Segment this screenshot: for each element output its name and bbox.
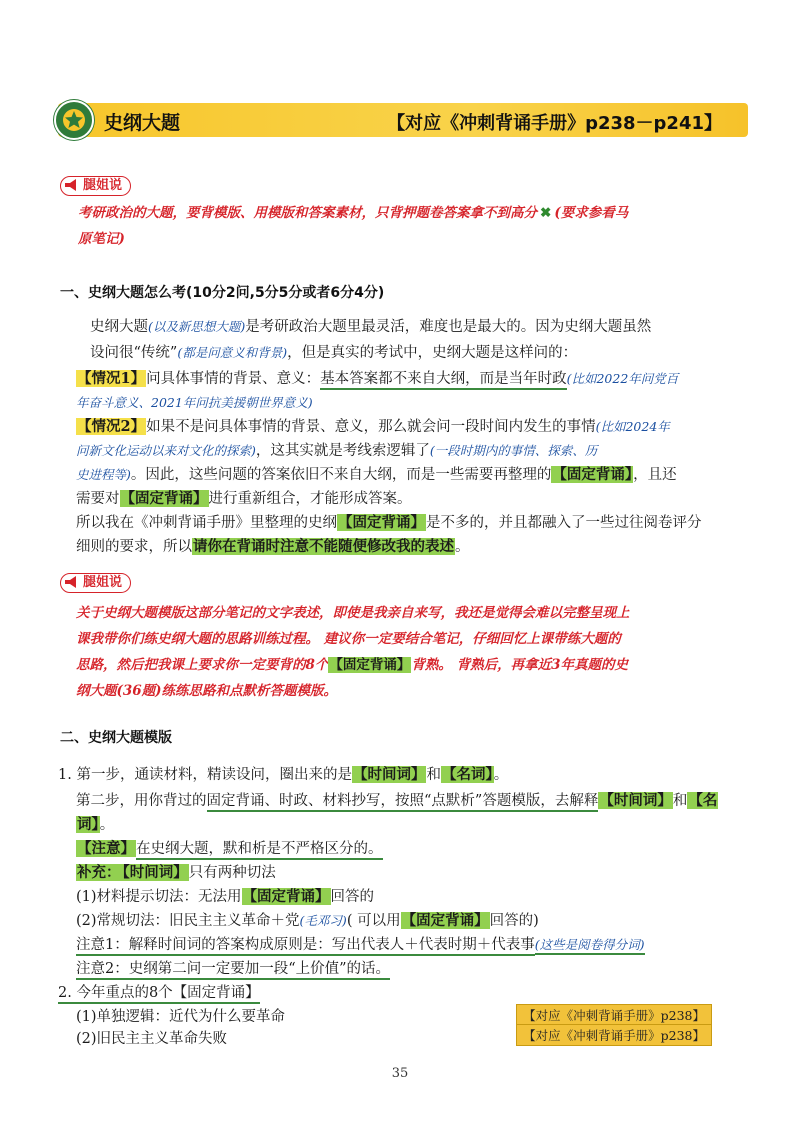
emphasis-highlight: 请你在背诵时注意不能随便修改我的表述: [193, 538, 454, 555]
note-line: 关于史纲大题模版这部分笔记的文字表述，即使是我亲自来写，我还是觉得会难以完整呈现上: [76, 605, 630, 621]
fixed-recite-highlight: 【固定背诵】: [338, 514, 425, 531]
paragraph-line: [90, 314, 651, 340]
paragraph-line: [76, 366, 678, 392]
text: 如果不是问具体事情的背景、意义，那么就会问一段时间内发生的事情: [146, 419, 596, 435]
handwritten-note: (比如2024年: [595, 419, 670, 434]
text: 设问很“传统”: [90, 345, 178, 361]
handwritten-note: (比如2022年问党百: [566, 371, 679, 386]
speaker-tag: [60, 176, 131, 196]
cross-icon: ✖: [540, 205, 552, 221]
text: 所以我在《冲刺背诵手册》里整理的史纲: [76, 515, 337, 531]
handwritten-note: (都是问意义和背景): [177, 345, 288, 360]
paragraph-line: [76, 462, 677, 488]
text: 。: [99, 817, 115, 833]
paragraph-line: [76, 390, 313, 416]
tag-label: 腿姐说: [83, 178, 123, 193]
paragraph-line: [90, 340, 577, 366]
underlined-text: 在史纲大题，默和析是不严格区分的。: [136, 841, 383, 860]
noun-word-highlight: 【名: [688, 792, 718, 809]
text: ，这其实就是考线索逻辑了: [255, 443, 430, 459]
handwritten-note: (一段时期内的事情、探索、历: [429, 443, 598, 458]
text: 回答的: [330, 889, 375, 905]
text: 和: [426, 767, 441, 783]
underlined-text: 基本答案都不来自大纲，而是当年时政: [320, 371, 567, 390]
text: 。因此，这些问题的答案依旧不来自大纲，而是一些需要再整理的: [130, 467, 552, 483]
noun-word-highlight: 【名词】: [441, 766, 493, 783]
text: (1)单独逻辑：近代为什么要革命: [76, 1009, 286, 1025]
handwritten-note: (以及新思想大题): [148, 319, 246, 334]
section-heading-1: 一、史纲大题怎么考(10分2问,5分5分或者6分4分): [60, 285, 385, 301]
text: 细则的要求，所以: [76, 539, 192, 555]
paragraph-line: [76, 486, 412, 512]
paragraph-line: [76, 1026, 227, 1052]
fixed-recite-highlight: 【固定背诵】: [242, 888, 330, 905]
paragraph-line: [76, 812, 114, 838]
text: 只有两种切法: [188, 865, 276, 881]
section-banner: [58, 103, 748, 137]
paragraph-line: [76, 788, 718, 814]
fixed-recite-highlight: 【固定背诵】: [329, 657, 411, 673]
text: 背熟。 背熟后，再拿近3年真题的史: [411, 657, 628, 673]
note-block-1: [78, 200, 628, 252]
text: 思路，然后把我课上要求你一定要背的8个: [76, 657, 329, 673]
text: 是不多的，并且都融入了一些过往阅卷评分: [426, 515, 702, 531]
handwritten-note: 史进程等): [76, 467, 131, 482]
handbook-reference-badge: 【对应《冲刺背诵手册》p238】: [516, 1024, 712, 1046]
text: 进行重新组合，才能形成答案。: [208, 491, 412, 507]
text: ( 可以用: [346, 913, 401, 929]
text: 回答的): [489, 913, 539, 929]
banner-title: 史纲大题: [104, 112, 181, 134]
paragraph-line: [76, 908, 539, 934]
paragraph-line: [76, 956, 390, 982]
handwritten-note: 问新文化运动以来对文化的探索): [76, 443, 256, 458]
case-label: 【情况2】: [77, 418, 146, 435]
time-word-highlight: 【时间词】: [599, 792, 672, 809]
paragraph-line: [58, 980, 260, 1006]
text: 和: [672, 793, 688, 809]
banner-reference: 【对应《冲刺背诵手册》p238－p241】: [387, 113, 722, 134]
tag-label: 腿姐说: [83, 575, 123, 590]
note-line: 课我带你们练史纲大题的思路训练过程。 建议你一定要结合笔记，仔细回忆上课带练大题的: [76, 631, 621, 647]
paragraph-line: [76, 414, 670, 440]
star-badge-icon: [54, 100, 94, 140]
megaphone-icon: [64, 575, 80, 595]
text: 需要对: [76, 491, 120, 507]
text: ，且还: [633, 467, 677, 483]
attention-label: 【注意】: [77, 840, 135, 857]
handwritten-note: (这些是阅卷得分词): [535, 937, 645, 955]
supplement-label: 补充：: [77, 864, 121, 881]
section-heading-2: 二、史纲大题模版: [60, 730, 172, 746]
note-line: [76, 652, 630, 678]
note-line: 考研政治的大题，要背模版、用模版和答案素材，只背押题卷答案拿不到高分: [78, 205, 537, 221]
text: 是考研政治大题里最灵活，难度也是最大的。因为史纲大题虽然: [245, 319, 652, 335]
text: (2)常规切法：旧民主主义革命＋党: [76, 913, 300, 929]
paragraph-line: [76, 860, 276, 886]
paragraph-line: [76, 884, 374, 910]
underlined-text: 【固定背诵】: [173, 985, 260, 1004]
note-line: 原笔记): [78, 231, 125, 247]
text: 1. 第一步，通读材料，精读设问，圈出来的是: [58, 767, 352, 783]
paragraph-line: [58, 762, 508, 788]
underlined-text: 2. 今年重点的8个: [58, 985, 173, 1004]
paragraph-line: [76, 438, 597, 464]
note-line: 纲大题(36题)练练思路和点默析答题模版。: [76, 683, 338, 699]
paragraph-line: [76, 836, 383, 862]
underlined-text: 固定背诵、时政、材料抄写，按照“点默析”答题模版，去解释: [207, 793, 599, 812]
speaker-tag: [60, 573, 131, 593]
handwritten-note: 年奋斗意义、2021年问抗美援朝世界意义): [76, 395, 313, 410]
fixed-recite-highlight: 【固定背诵】: [120, 490, 208, 507]
time-word-highlight: 【时间词】: [352, 766, 426, 783]
text: (2)旧民主主义革命失败: [76, 1031, 228, 1047]
underlined-text: 注意1：解释时间词的答案构成原则是：写出代表人＋代表时期＋代表事: [76, 937, 535, 956]
time-word-highlight: 【时间词】: [122, 864, 188, 881]
megaphone-icon: [64, 178, 80, 198]
text: (1)材料提示切法：无法用: [76, 889, 242, 905]
text: ，但是真实的考试中，史纲大题是这样问的：: [287, 345, 578, 361]
text: 。: [455, 539, 470, 555]
paragraph-line: [76, 932, 645, 958]
text: 。: [493, 767, 509, 783]
handbook-reference-badge: 【对应《冲刺背诵手册》p238】: [516, 1004, 712, 1026]
paragraph-line: [76, 510, 702, 536]
noun-word-highlight: 词】: [77, 816, 99, 833]
note-block-2: [76, 600, 630, 704]
page-number: 35: [391, 1066, 409, 1081]
paragraph-line: [76, 534, 470, 560]
fixed-recite-highlight: 【固定背诵】: [401, 912, 489, 929]
text: 第二步，用你背过的: [76, 793, 207, 809]
fixed-recite-highlight: 【固定背诵】: [552, 466, 633, 483]
text: 史纲大题: [90, 319, 148, 335]
note-line: (要求参看马: [554, 205, 629, 221]
case-label: 【情况1】: [77, 370, 146, 387]
underlined-text: 注意2：史纲第二问一定要加一段“上价值”的话。: [76, 961, 390, 980]
handwritten-note: (毛邓习): [299, 913, 347, 928]
text: 问具体事情的背景、意义：: [146, 371, 321, 387]
